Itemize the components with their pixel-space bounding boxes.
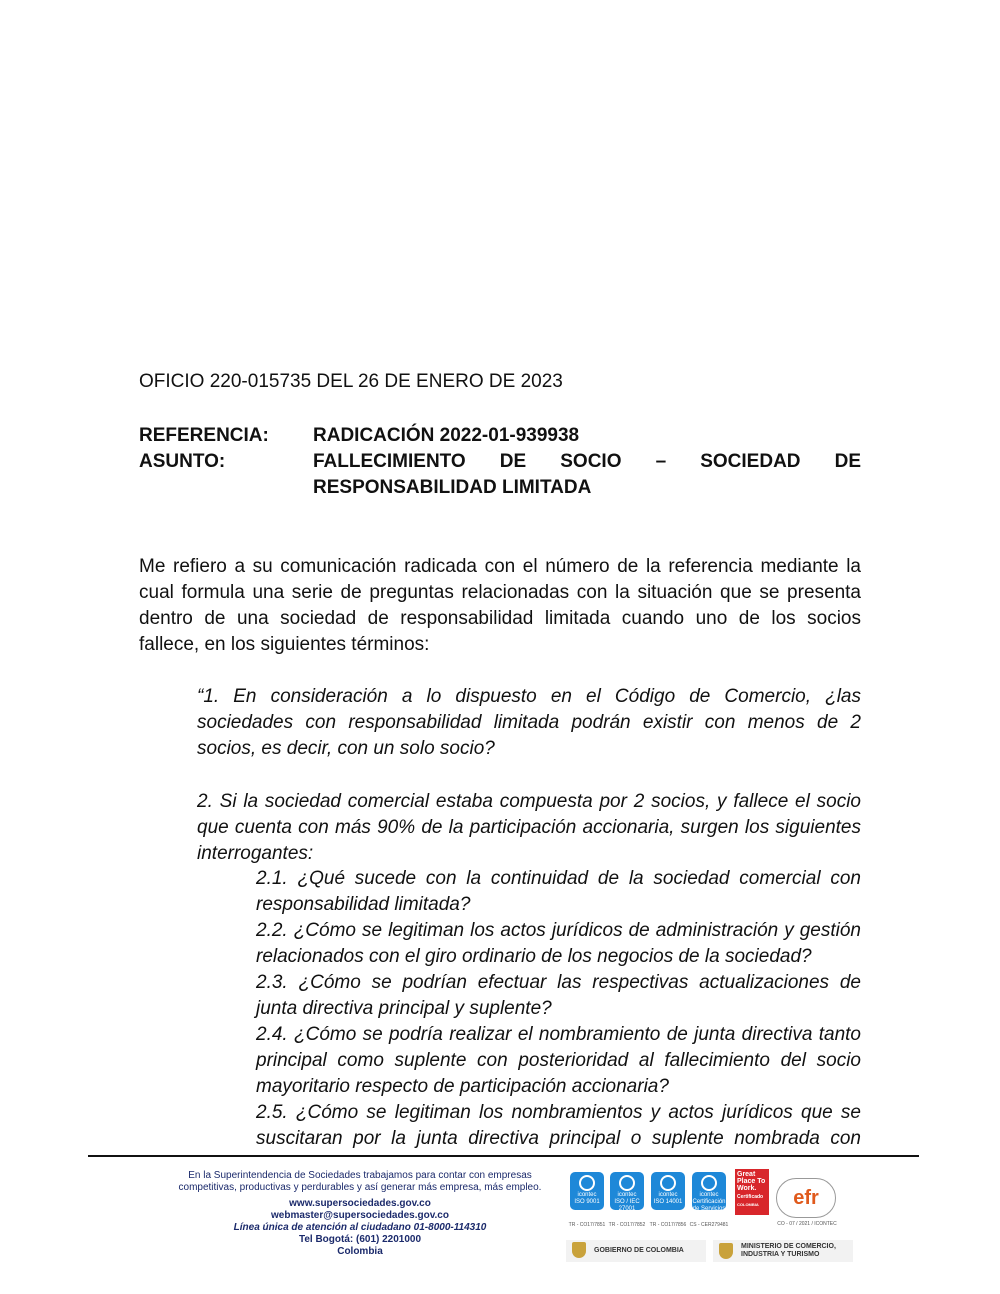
- icontec-iso-27001-badge: icontec ISO / IEC 27001: [610, 1172, 644, 1210]
- question-2-line: que cuenta con más 90% de la participación accionaria, surgen los siguientes: [197, 817, 861, 838]
- footer-tagline: competitivas, productivas y perdurables y así generar más empresa, más empleo.: [178, 1182, 542, 1193]
- subject-line-1: FALLECIMIENTO DE SOCIO – SOCIEDAD DE: [313, 451, 861, 472]
- footer-hotline: Línea única de atención al ciudadano 01-8000-114310: [233, 1222, 487, 1233]
- coat-of-arms-icon: [719, 1243, 733, 1259]
- subquestion-line: relacionados con el giro ordinario de los negocios de la sociedad?: [256, 946, 812, 967]
- subquestion-line: principal como suplente con posterioridad al fallecimiento del socio: [256, 1050, 861, 1071]
- document-heading: OFICIO 220-015735 DEL 26 DE ENERO DE 2023: [139, 371, 563, 392]
- footer-phone: Tel Bogotá: (601) 2201000: [298, 1234, 422, 1245]
- question-2-line: interrogantes:: [197, 843, 314, 864]
- footer-country: Colombia: [337, 1246, 383, 1257]
- icontec-icon: [701, 1175, 717, 1191]
- subquestion-line: 2.3. ¿Cómo se podrían efectuar las respectivas actualizaciones de: [256, 972, 861, 993]
- subquestion-line: junta directiva principal y suplente?: [256, 998, 552, 1019]
- subquestion-line: 2.5. ¿Cómo se legitiman los nombramientos y actos jurídicos que se: [256, 1102, 861, 1123]
- intro-line: dentro de una sociedad de responsabilidad limitada cuando uno de los socios: [139, 608, 861, 629]
- reference-value: RADICACIÓN 2022-01-939938: [313, 425, 580, 446]
- subquestion-line: 2.1. ¿Qué sucede con la continuidad de la sociedad comercial con: [256, 868, 861, 889]
- footer-contact: [165, 1170, 555, 1258]
- footer-email-link[interactable]: webmaster@supersociedades.gov.co: [271, 1210, 449, 1221]
- subject-label: ASUNTO:: [139, 451, 226, 472]
- efr-logo: efr: [776, 1178, 836, 1218]
- cert-code: TR - CO17/7852: [608, 1222, 646, 1228]
- intro-line: Me refiero a su comunicación radicada con el número de la referencia mediante la: [139, 556, 861, 577]
- intro-line: fallece, en los siguientes términos:: [139, 634, 430, 655]
- cert-code: TR - CO17/7851: [568, 1222, 606, 1228]
- subquestion-line: responsabilidad limitada?: [256, 894, 471, 915]
- icontec-iso-14001-badge: icontec ISO 14001: [651, 1172, 685, 1210]
- question-1-line: socios, es decir, con un solo socio?: [197, 738, 495, 759]
- icontec-icon: [660, 1175, 676, 1191]
- cert-code: CS - CER279481: [689, 1222, 729, 1228]
- efr-code: CO - 07 / 2021 / ICONTEC: [777, 1221, 837, 1227]
- subquestion-line: 2.2. ¿Cómo se legitiman los actos jurídicos de administración y gestión: [256, 920, 861, 941]
- footer-divider: [88, 1155, 919, 1157]
- question-1-line: “1. En consideración a lo dispuesto en el Código de Comercio, ¿las: [197, 686, 861, 707]
- icontec-services-badge: icontec Certificación de Servicios: [692, 1172, 726, 1210]
- ministerio-comercio-logo: MINISTERIO DE COMERCIO, INDUSTRIA Y TURISMO: [713, 1240, 853, 1262]
- gobierno-de-colombia-logo: GOBIERNO DE COLOMBIA: [566, 1240, 706, 1262]
- icontec-icon: [619, 1175, 635, 1191]
- great-place-to-work-badge: Great Place To Work. Certificado COLOMBIA: [735, 1169, 769, 1215]
- question-1-line: sociedades con responsabilidad limitada podrán existir con menos de 2: [197, 712, 861, 733]
- subject-line-2: RESPONSABILIDAD LIMITADA: [313, 477, 592, 498]
- subquestion-line: suscitaran por la junta directiva principal o suplente nombrada con: [256, 1128, 861, 1149]
- subquestion-line: mayoritario respecto de participación accionaria?: [256, 1076, 669, 1097]
- intro-line: cual formula una serie de preguntas relacionadas con la situación que se presenta: [139, 582, 861, 603]
- reference-label: REFERENCIA:: [139, 425, 269, 446]
- cert-code: TR - CO17/7856: [649, 1222, 687, 1228]
- icontec-iso-9001-badge: icontec ISO 9001: [570, 1172, 604, 1210]
- footer-tagline: En la Superintendencia de Sociedades trabajamos para contar con empresas: [188, 1170, 532, 1181]
- footer-web-link[interactable]: www.supersociedades.gov.co: [289, 1198, 431, 1209]
- coat-of-arms-icon: [572, 1242, 586, 1258]
- icontec-icon: [579, 1175, 595, 1191]
- question-2-line: 2. Si la sociedad comercial estaba compuesta por 2 socios, y fallece el socio: [197, 791, 861, 812]
- subquestion-line: 2.4. ¿Cómo se podría realizar el nombramiento de junta directiva tanto: [256, 1024, 861, 1045]
